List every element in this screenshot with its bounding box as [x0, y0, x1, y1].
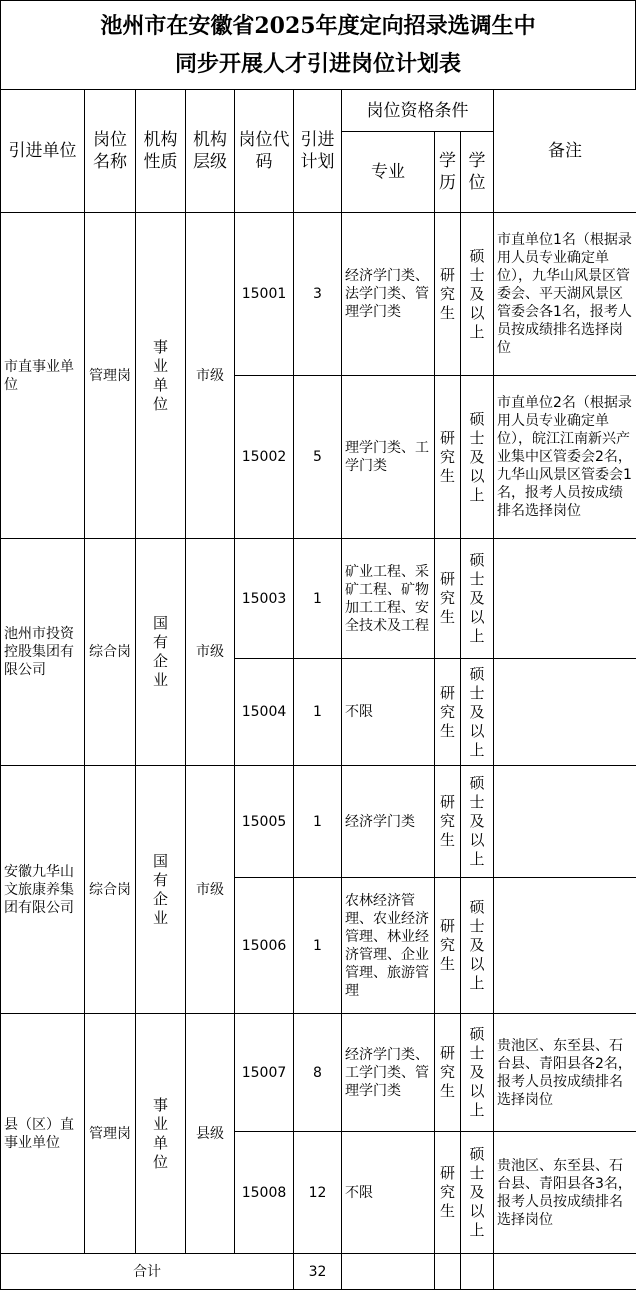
- post-code-cell: 15007: [235, 1014, 294, 1132]
- remarks-cell: 市直单位1名（根据录用人员专业确定单位），九华山风景区管委会、平天湖风景区管委会各1名，报考人员按成绩排名选择岗位: [494, 213, 636, 376]
- header-remarks: 备注: [494, 90, 636, 213]
- plan-cell: 1: [294, 766, 342, 878]
- remarks-cell: 市直单位2名（根据录用人员专业确定单位），皖江江南新兴产业集中区管委会2名，九华山风景区管委会1名，报考人员按成绩排名选择岗位: [494, 376, 636, 539]
- post-code-cell: 15008: [235, 1132, 294, 1254]
- org-nature-cell: 国有企业: [136, 766, 186, 1014]
- header-major: 专业: [342, 132, 435, 213]
- plan-cell: 12: [294, 1132, 342, 1254]
- header-post-code: 岗位代码: [235, 90, 294, 213]
- table-title: [0, 0, 636, 90]
- unit-cell: 市直事业单位: [1, 213, 85, 539]
- title-line-2: 同步开展人才引进岗位计划表: [175, 45, 461, 83]
- major-cell: 矿业工程、采矿工程、矿物加工工程、安全技术及工程: [342, 539, 435, 659]
- degree-cell: 硕士及以上: [461, 659, 494, 766]
- plan-cell: 1: [294, 878, 342, 1014]
- degree-cell: 硕士及以上: [461, 766, 494, 878]
- degree-cell: 硕士及以上: [461, 878, 494, 1014]
- plan-cell: 5: [294, 376, 342, 539]
- total-label: 合计: [1, 1254, 294, 1290]
- header-post-name: 岗位名称: [85, 90, 136, 213]
- plan-cell: 3: [294, 213, 342, 376]
- header-education: 学历: [435, 132, 461, 213]
- degree-cell: 硕士及以上: [461, 376, 494, 539]
- degree-cell: 硕士及以上: [461, 539, 494, 659]
- remarks-cell: 贵池区、东至县、石台县、青阳县各2名，报考人员按成绩排名选择岗位: [494, 1014, 636, 1132]
- org-level-cell: 市级: [186, 539, 235, 766]
- table-row: [1, 766, 636, 878]
- post-code-cell: 15006: [235, 878, 294, 1014]
- major-cell: 经济学门类、工学门类、管理学门类: [342, 1014, 435, 1132]
- header-plan: 引进计划: [294, 90, 342, 213]
- major-cell: 不限: [342, 659, 435, 766]
- education-cell: 研究生: [435, 1014, 461, 1132]
- remarks-cell: [494, 766, 636, 878]
- major-cell: 理学门类、工学门类: [342, 376, 435, 539]
- plan-cell: 8: [294, 1014, 342, 1132]
- recruitment-plan-table: [0, 89, 636, 1290]
- post-name-cell: 综合岗: [85, 539, 136, 766]
- total-value: 32: [294, 1254, 342, 1290]
- empty-cell: [461, 1254, 494, 1290]
- total-row: [1, 1254, 636, 1290]
- remarks-cell: [494, 659, 636, 766]
- degree-cell: 硕士及以上: [461, 1014, 494, 1132]
- header-org-level: 机构层级: [186, 90, 235, 213]
- unit-cell: 县（区）直事业单位: [1, 1014, 85, 1254]
- header-degree: 学位: [461, 132, 494, 213]
- unit-cell: 安徽九华山文旅康养集团有限公司: [1, 766, 85, 1014]
- header-unit: 引进单位: [1, 90, 85, 213]
- education-cell: 研究生: [435, 213, 461, 376]
- degree-cell: 硕士及以上: [461, 213, 494, 376]
- org-level-cell: 县级: [186, 1014, 235, 1254]
- education-cell: 研究生: [435, 376, 461, 539]
- org-nature-cell: 事业单位: [136, 1014, 186, 1254]
- org-level-cell: 市级: [186, 766, 235, 1014]
- org-level-cell: 市级: [186, 213, 235, 539]
- post-name-cell: 管理岗: [85, 1014, 136, 1254]
- education-cell: 研究生: [435, 539, 461, 659]
- education-cell: 研究生: [435, 659, 461, 766]
- remarks-cell: [494, 539, 636, 659]
- plan-cell: 1: [294, 539, 342, 659]
- post-code-cell: 15002: [235, 376, 294, 539]
- post-code-cell: 15001: [235, 213, 294, 376]
- post-name-cell: 综合岗: [85, 766, 136, 1014]
- major-cell: 不限: [342, 1132, 435, 1254]
- major-cell: 农林经济管理、农业经济管理、林业经济管理、企业管理、旅游管理: [342, 878, 435, 1014]
- education-cell: 研究生: [435, 1132, 461, 1254]
- header-row: [1, 90, 636, 132]
- table-row: [1, 539, 636, 659]
- table-row: [1, 1014, 636, 1132]
- org-nature-cell: 国有企业: [136, 539, 186, 766]
- remarks-cell: 贵池区、东至县、石台县、青阳县各3名，报考人员按成绩排名选择岗位: [494, 1132, 636, 1254]
- header-org-nature: 机构性质: [136, 90, 186, 213]
- plan-cell: 1: [294, 659, 342, 766]
- major-cell: 经济学门类、法学门类、管理学门类: [342, 213, 435, 376]
- post-code-cell: 15005: [235, 766, 294, 878]
- empty-cell: [342, 1254, 435, 1290]
- post-code-cell: 15004: [235, 659, 294, 766]
- table-row: [1, 213, 636, 376]
- org-nature-cell: 事业单位: [136, 213, 186, 539]
- title-line-1: 池州市在安徽省2025年度定向招录选调生中: [100, 7, 535, 45]
- post-name-cell: 管理岗: [85, 213, 136, 539]
- major-cell: 经济学门类: [342, 766, 435, 878]
- unit-cell: 池州市投资控股集团有限公司: [1, 539, 85, 766]
- empty-cell: [494, 1254, 636, 1290]
- remarks-cell: [494, 878, 636, 1014]
- empty-cell: [435, 1254, 461, 1290]
- education-cell: 研究生: [435, 766, 461, 878]
- post-code-cell: 15003: [235, 539, 294, 659]
- degree-cell: 硕士及以上: [461, 1132, 494, 1254]
- education-cell: 研究生: [435, 878, 461, 1014]
- header-qualifications: 岗位资格条件: [342, 90, 494, 132]
